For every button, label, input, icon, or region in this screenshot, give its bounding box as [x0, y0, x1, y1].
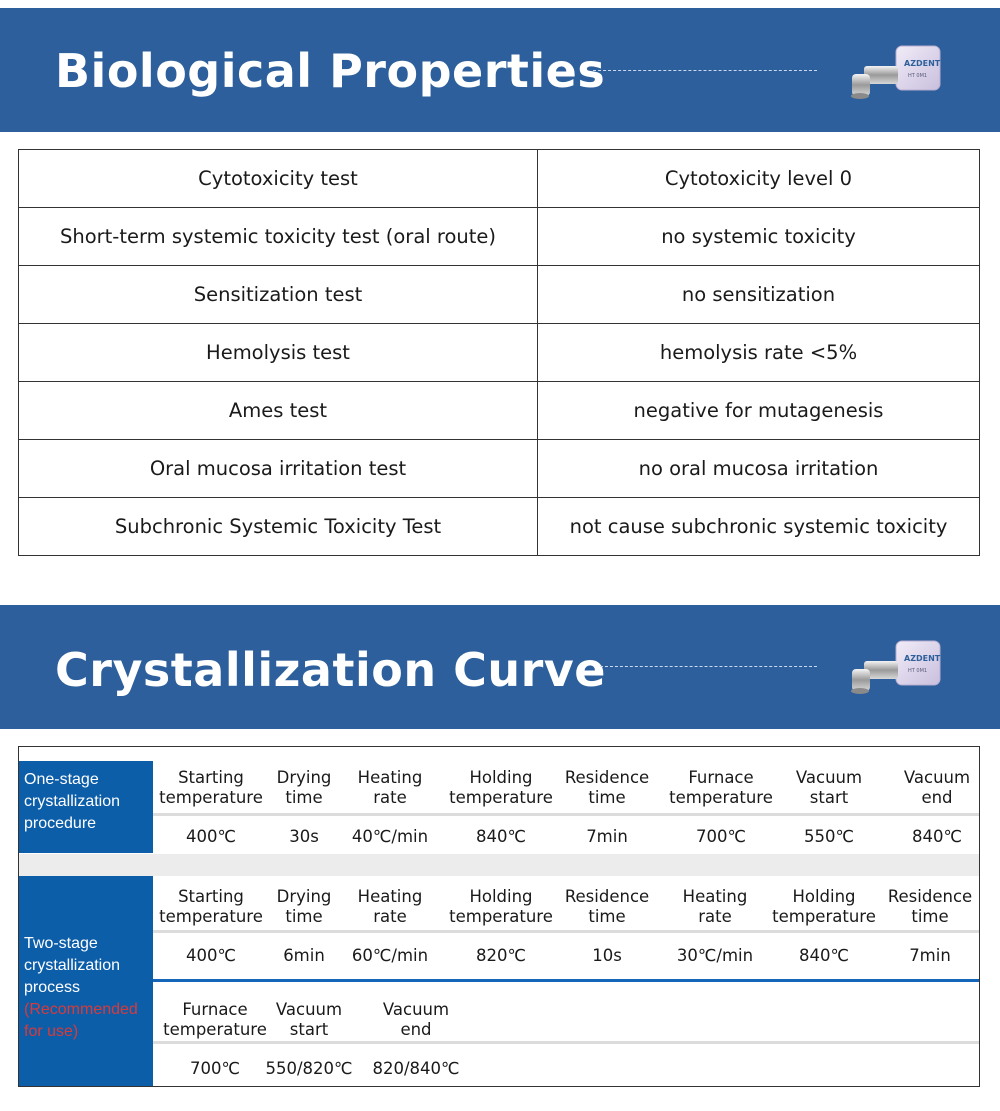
block-sub-text: HT 0M1 — [908, 668, 928, 674]
row-divider — [153, 930, 979, 933]
one-stage-value: 400℃ — [185, 827, 237, 846]
one-stage-value: 550℃ — [803, 827, 855, 846]
test-name: Sensitization test — [19, 266, 538, 324]
row-divider — [153, 813, 979, 816]
bio-section-title: Biological Properties — [55, 44, 606, 98]
ceramic-block-icon — [846, 635, 946, 705]
test-name: Short-term systemic toxicity test (oral route) — [19, 208, 538, 266]
one-stage-header: Vacuum start — [795, 768, 863, 807]
banner-divider — [600, 666, 817, 667]
row-separator — [19, 854, 979, 876]
table-row — [19, 266, 980, 324]
one-stage-label — [19, 761, 153, 853]
two-stage-extra-header: Furnace temperature — [163, 1000, 267, 1039]
table-row — [19, 150, 980, 208]
ceramic-block-icon — [846, 40, 946, 110]
two-stage-value: 820℃ — [475, 946, 527, 965]
two-stage-extra-value: 820/840℃ — [372, 1059, 460, 1078]
two-stage-extra-value: 550/820℃ — [265, 1059, 353, 1078]
test-result: hemolysis rate <5% — [538, 324, 980, 382]
test-result: negative for mutagenesis — [538, 382, 980, 440]
table-row — [19, 208, 980, 266]
crystallization-panel — [18, 746, 980, 1087]
block-sub-text: HT 0M1 — [908, 73, 928, 79]
two-stage-label — [19, 876, 153, 1086]
row-divider — [153, 979, 979, 982]
one-stage-header: Residence time — [564, 768, 650, 807]
two-stage-extra-header: Vacuum end — [382, 1000, 450, 1039]
block-brand-text: AZDENT — [904, 654, 941, 663]
two-stage-header: Holding temperature — [449, 887, 553, 926]
test-name: Ames test — [19, 382, 538, 440]
one-stage-header: Heating rate — [357, 768, 423, 807]
two-stage-value: 60℃/min — [351, 946, 429, 965]
one-stage-header: Holding temperature — [449, 768, 553, 807]
one-stage-header: Starting temperature — [159, 768, 263, 807]
test-name: Subchronic Systemic Toxicity Test — [19, 498, 538, 556]
test-result: not cause subchronic systemic toxicity — [538, 498, 980, 556]
two-stage-extra-header: Vacuum start — [275, 1000, 343, 1039]
two-stage-label-text: Two-stage crystallization process — [24, 935, 121, 996]
block-brand-text: AZDENT — [904, 59, 941, 68]
test-result: no systemic toxicity — [538, 208, 980, 266]
test-result: no sensitization — [538, 266, 980, 324]
two-stage-value: 400℃ — [185, 946, 237, 965]
table-row — [19, 498, 980, 556]
test-name: Hemolysis test — [19, 324, 538, 382]
two-stage-value: 840℃ — [798, 946, 850, 965]
table-row — [19, 324, 980, 382]
one-stage-label-text: One-stage crystallization procedure — [24, 771, 121, 832]
one-stage-value: 7min — [586, 827, 628, 846]
test-name: Cytotoxicity test — [19, 150, 538, 208]
recommended-note: (Recommended for use) — [24, 1001, 138, 1040]
two-stage-extra-value: 700℃ — [189, 1059, 241, 1078]
two-stage-value: 6min — [283, 946, 325, 965]
two-stage-header: Residence time — [564, 887, 650, 926]
two-stage-header: Residence time — [887, 887, 973, 926]
cryst-banner — [0, 605, 1000, 729]
test-result: no oral mucosa irritation — [538, 440, 980, 498]
one-stage-value: 40℃/min — [351, 827, 429, 846]
one-stage-value: 840℃ — [911, 827, 963, 846]
one-stage-value: 840℃ — [475, 827, 527, 846]
two-stage-value: 10s — [592, 946, 622, 965]
two-stage-header: Holding temperature — [772, 887, 876, 926]
test-name: Oral mucosa irritation test — [19, 440, 538, 498]
one-stage-header: Vacuum end — [903, 768, 971, 807]
two-stage-value: 7min — [909, 946, 951, 965]
test-result: Cytotoxicity level 0 — [538, 150, 980, 208]
bio-properties-table — [18, 149, 980, 556]
bio-banner — [0, 8, 1000, 132]
one-stage-value: 30s — [289, 827, 319, 846]
row-divider — [153, 1041, 979, 1044]
table-row — [19, 440, 980, 498]
two-stage-value: 30℃/min — [676, 946, 754, 965]
two-stage-header: Starting temperature — [159, 887, 263, 926]
cryst-section-title: Crystallization Curve — [55, 643, 606, 697]
table-row — [19, 382, 980, 440]
two-stage-header: Heating rate — [357, 887, 423, 926]
one-stage-header: Drying time — [276, 768, 332, 807]
one-stage-value: 700℃ — [695, 827, 747, 846]
two-stage-header: Heating rate — [682, 887, 748, 926]
two-stage-header: Drying time — [276, 887, 332, 926]
banner-divider — [593, 70, 817, 71]
one-stage-header: Furnace temperature — [669, 768, 773, 807]
